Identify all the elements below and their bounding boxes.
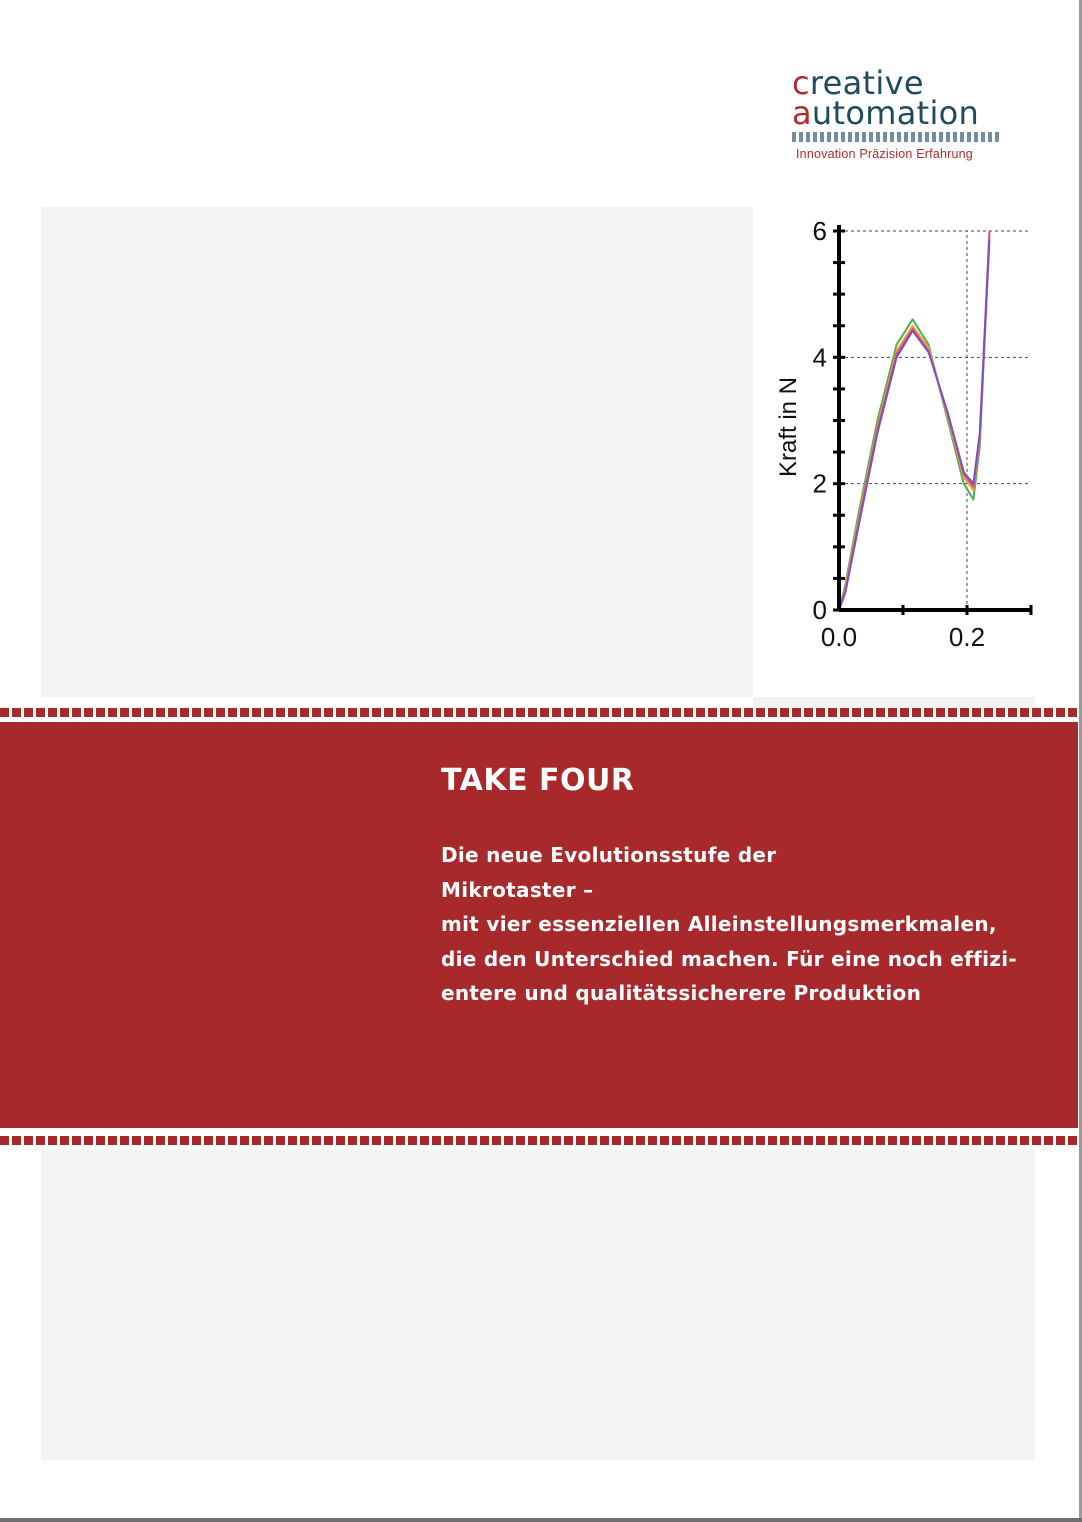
y-tick-label: 6 — [812, 216, 827, 246]
y-tick-label: 2 — [812, 468, 827, 499]
top-dashed-divider — [0, 708, 1078, 717]
bottom-dashed-divider — [0, 1136, 1078, 1145]
logo-stripe-bar — [792, 132, 1000, 142]
banner-body-text — [441, 838, 1041, 1011]
company-logo — [792, 64, 1012, 168]
y-tick-label: 0 — [812, 595, 827, 625]
logo-tagline: Innovation Präzision Erfahrung — [796, 147, 973, 161]
body-line: mit vier essenziellen Alleinstellungsmerkmalen, — [441, 912, 997, 937]
body-line: die den Unterschied machen. Für eine noch effizi- — [441, 946, 1018, 971]
y-axis-label: Kraft in N — [775, 376, 802, 478]
y-tick-label: 4 — [812, 342, 827, 373]
bottom-gray-panel — [41, 1150, 1035, 1460]
logo-word-automation: automation — [792, 94, 980, 132]
page-bottom-edge — [0, 1518, 1082, 1522]
logo-word-creative: creative — [792, 64, 924, 102]
headline: TAKE FOUR — [441, 763, 635, 798]
body-line: Die neue Evolutionsstufe der — [441, 843, 777, 867]
top-gray-panel-extension — [753, 697, 1035, 707]
force-chart — [753, 207, 1043, 667]
body-line: Mikrotaster – — [441, 877, 594, 902]
x-tick-label: 0.2 — [948, 622, 986, 652]
x-tick-label: 0.0 — [820, 622, 858, 652]
body-line: entere und qualitätssicherere Produktion — [441, 981, 922, 1006]
top-gray-panel — [41, 207, 753, 697]
